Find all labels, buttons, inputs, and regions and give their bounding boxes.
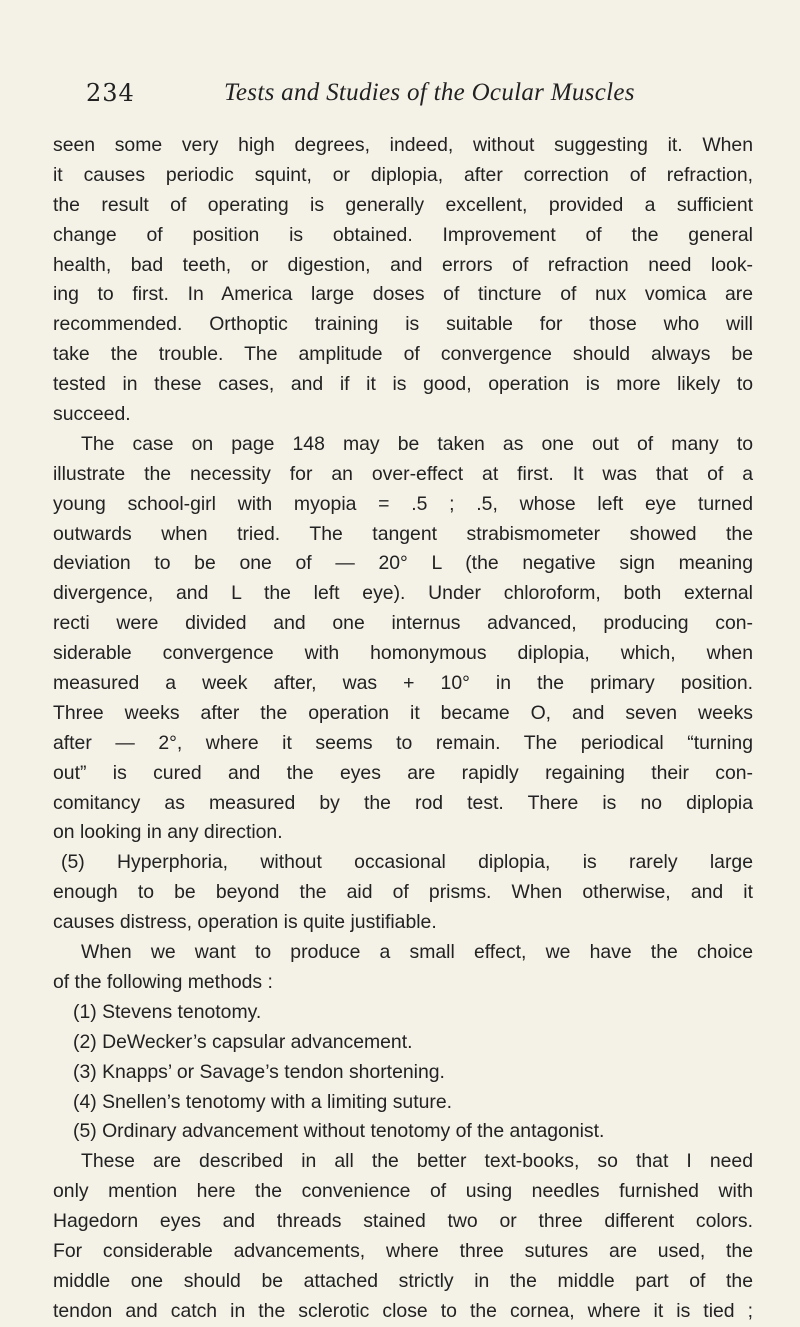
text-line: it causes periodic squint, or diplopia, after correction of refraction,: [53, 163, 753, 186]
text-line: siderable convergence with homonymous diplopia, which, when: [53, 642, 753, 665]
text-line: When we want to produce a small effect, we have the choice: [81, 941, 753, 964]
text-line: (4) Snellen’s tenotomy with a limiting suture.: [73, 1090, 453, 1113]
text-line: enough to be beyond the aid of prisms. When otherwise, and it: [53, 881, 753, 904]
text-line: tested in these cases, and if it is good, operation is more likely to: [53, 373, 753, 396]
text-line: the result of operating is generally excellent, provided a sufficient: [53, 193, 753, 216]
text-line: succeed.: [53, 403, 131, 426]
text-line: Three weeks after the operation it became O, and seven weeks: [53, 701, 753, 724]
text-line: after — 2°, where it seems to remain. The periodical “turning: [53, 731, 753, 754]
text-line: These are described in all the better text-books, so that I need: [81, 1150, 753, 1173]
text-line: (3) Knapps’ or Savage’s tendon shortening.: [73, 1060, 445, 1083]
text-line: (5) Hyperphoria, without occasional diplopia, is rarely large: [61, 851, 753, 874]
text-line: only mention here the convenience of using needles furnished with: [53, 1180, 753, 1203]
text-line: recti were divided and one internus advanced, producing con-: [53, 612, 753, 635]
text-line: The case on page 148 may be taken as one out of many to: [81, 432, 753, 455]
text-line: (2) DeWecker’s capsular advancement.: [73, 1030, 413, 1053]
text-line: tendon and catch in the sclerotic close to the cornea, where it is tied ;: [53, 1299, 753, 1322]
body-text: [53, 131, 753, 1327]
text-line: For considerable advancements, where three sutures are used, the: [53, 1239, 753, 1262]
text-line: of the following methods :: [53, 970, 273, 993]
text-line: change of position is obtained. Improvement of the general: [53, 223, 753, 246]
text-line: (1) Stevens tenotomy.: [73, 1000, 262, 1023]
text-line: health, bad teeth, or digestion, and errors of refraction need look-: [53, 253, 753, 276]
page-header: [86, 79, 734, 119]
text-line: illustrate the necessity for an over-effect at first. It was that of a: [53, 462, 753, 485]
text-line: young school-girl with myopia = .5 ; .5, whose left eye turned: [53, 492, 753, 515]
text-line: measured a week after, was + 10° in the primary position.: [53, 672, 753, 695]
text-line: divergence, and L the left eye). Under chloroform, both external: [53, 582, 753, 605]
text-line: recommended. Orthoptic training is suitable for those who will: [53, 313, 753, 336]
text-line: out” is cured and the eyes are rapidly regaining their con-: [53, 761, 753, 784]
text-line: seen some very high degrees, indeed, without suggesting it. When: [53, 134, 753, 156]
page-number: 234: [86, 79, 135, 107]
text-line: deviation to be one of — 20° L (the negative sign meaning: [53, 552, 753, 575]
text-line: outwards when tried. The tangent strabismometer showed the: [53, 522, 753, 545]
text-line: Hagedorn eyes and threads stained two or three different colors.: [53, 1210, 753, 1233]
text-line: take the trouble. The amplitude of convergence should always be: [53, 343, 753, 366]
text-line: on looking in any direction.: [53, 821, 283, 844]
text-line: ing to first. In America large doses of tincture of nux vomica are: [53, 283, 753, 306]
text-line: comitancy as measured by the rod test. There is no diplopia: [53, 791, 753, 814]
text-line: middle one should be attached strictly in the middle part of the: [53, 1269, 753, 1292]
running-title: Tests and Studies of the Ocular Muscles: [224, 79, 635, 106]
text-line: causes distress, operation is quite justifiable.: [53, 911, 437, 934]
text-line: (5) Ordinary advancement without tenotomy of the antagonist.: [73, 1120, 605, 1143]
